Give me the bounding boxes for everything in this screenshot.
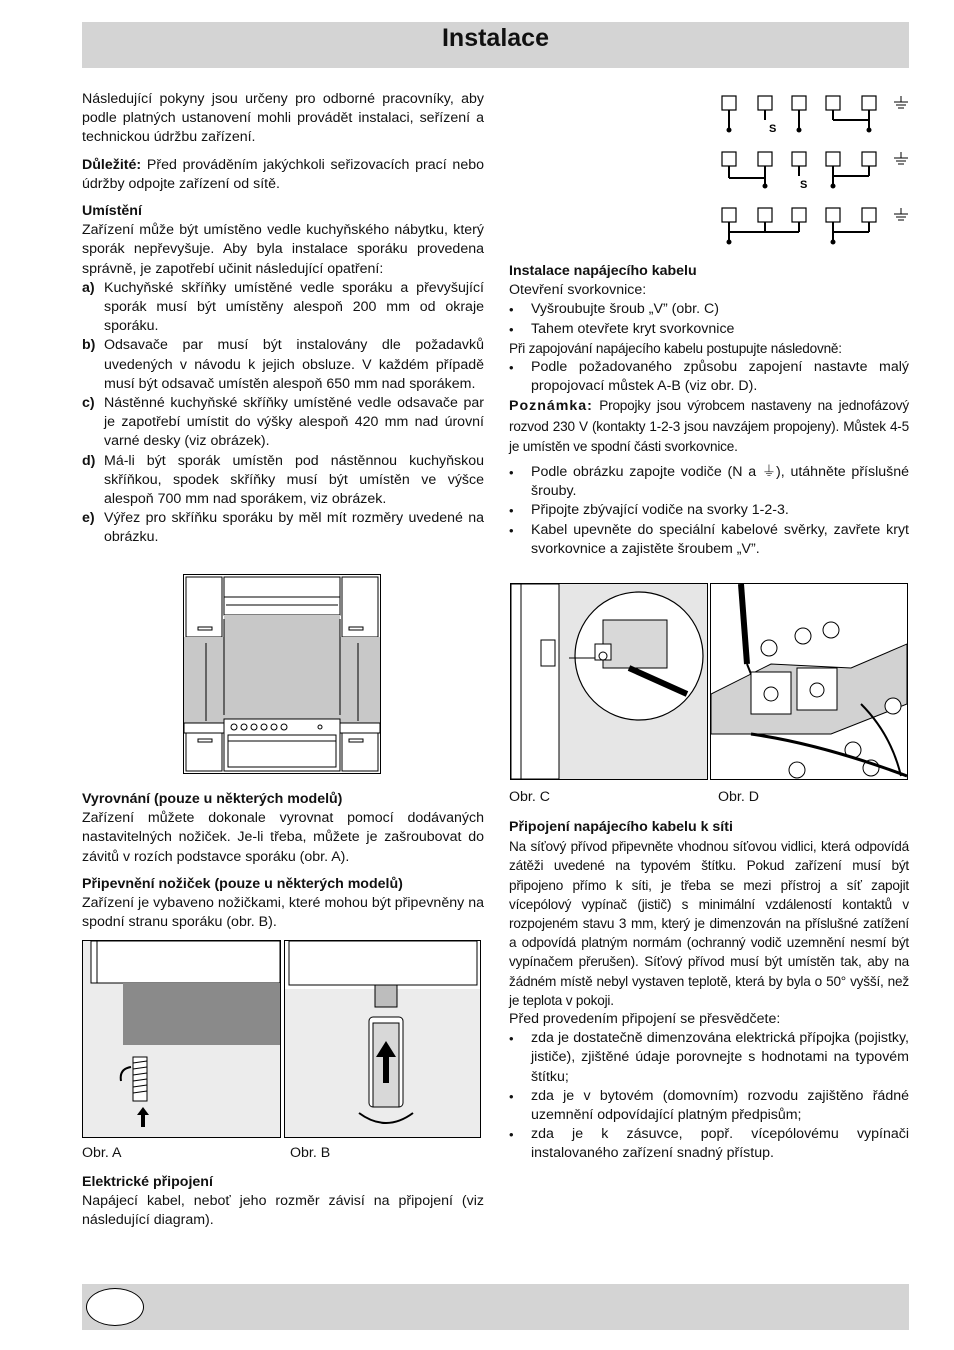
page-footer [82,1284,909,1330]
caption-c: Obr. C [509,789,550,805]
foot-attachment-diagram [285,941,480,1137]
figure-c [510,583,708,780]
list-item: e) Výřez pro skříňku sporáku by měl mít rozměry uvedené na obrázku. [82,510,484,546]
note-label: Poznámka: [509,398,593,415]
cable-heading: Instalace napájecího kabelu [509,263,697,279]
list-item: • Tahem otevřete kryt svorkovnice [509,320,735,337]
left-column [82,90,484,548]
list-item: b) Odsavače par musí být instalovány dle požadavků uvedených v návodu k jejich obsluze. V každém případě musí být odsavač umístěn alespoň 650 mm nad sporákem. [82,337,484,392]
list-item: d) Má-li být sporák umístěn pod nástěnnou kuchyňskou skříňkou, spodek skříňky musí být umístěn ve výšce alespoň 700 mm nad sporákem, viz obrázek. [82,452,484,508]
list-item: • zda je k zásuvce, popř. vícepólovému vypínači instalovaného zařízení snadný přístup. [509,1126,909,1162]
terminal-label-s: S [769,123,777,135]
figure-a [82,940,281,1138]
caption-d: Obr. D [718,789,759,805]
caption-b: Obr. B [290,1145,331,1161]
mains-text: Na síťový přívod připevněte vhodnou síťovou vidlici, která odpovídá zátěži uvedené na typovém štítku. Pokud zařízení musí být připojeno přímo k síti, je třeba se mezi přístroj a síť zapojit vícepólový vypínač (jistič) s minimální vzdáleností kontaktů v rozpojeném stavu 3 mm, který je dimenzován na příslušné zatížení a odpovídá platným normám (ochranný vodič uzemnění nesmí být vypínačem přerušen). Síťový přívod musí být umístěn tak, aby na žádném místě nebyl vystaven teplotě, která by byla o 50° vyšší, než je teplota v pokoji. [509,839,909,1008]
open-label: Otevření svorkovnice: [509,282,647,299]
page-number-oval [86,1288,144,1326]
list-item: • zda je v bytovém (domovním) rozvodu zajištěno řádné uzemnění odpovídající platným předpisům; [509,1087,909,1124]
note-paragraph [509,396,909,457]
important-text: Před prováděním jakýchkoli seřizovacích prací nebo údržby odpojte zařízení od sítě. [82,156,484,192]
terminal-wiring-diagram [712,90,912,250]
terminal-box-screw-diagram [511,584,707,779]
list-item: • Kabel upevněte do speciální kabelové svěrky, zavřete kryt svorkovnice a zajistěte šroubem „V”. [509,521,909,557]
intro-text: Následující pokyny jsou určeny pro odborné pracovníky, aby podle platných ustanovení mohli provádět instalaci, seřízení a technickou údržbu zařízení. [82,91,484,146]
kitchen-diagram [184,575,380,773]
page-header [82,22,909,68]
note-text: Propojky jsou výrobcem nastaveny na jednofázový rozvod 230 V (kontakty 1-2-3 jsou navzájem propojeny). Můstek 4-5 je umístěn ve spodní části svorkovnice. [509,398,909,454]
figure-b [284,940,481,1138]
page-title: Instalace [441,24,549,52]
mains-heading: Připojení napájecího kabelu k síti [509,819,733,835]
placement-heading: Umístění [82,203,142,220]
leveling-text: Zařízení můžete dokonale vyrovnat pomocí dodávaných nastavitelných nožiček. Je-li třeba, můžete je zašroubovat do závitů v rozích podstavce sporáku (obr. A). [82,810,484,865]
placement-text: Zařízení může být umístěno vedle kuchyňského nábytku, který sporák nepřevyšuje. Aby byla instalace sporáku provedena správně, je zapotřebí učinit následující opatření: [82,222,484,277]
list-item: • Připojte zbývající vodiče na svorky 1-2-3. [509,502,789,519]
kitchen-installation-figure [183,574,381,774]
feet-text: Zařízení je vybaveno nožičkami, které mohou být připevněny na spodní stranu sporáku (obr. B). [82,895,484,931]
list-item: a) Kuchyňské skříňky umístěné vedle sporáku a převyšující sporák musí být umístěny alespoň 200 mm od okraje sporáku. [82,279,484,335]
figure-d [710,583,908,780]
electric-text: Napájecí kabel, neboť jeho rozměr závisí na připojení (viz následující diagram). [82,1193,484,1229]
list-item: • Podle požadovaného způsobu zapojení nastavte malý propojovací můstek A-B (viz obr. D). [509,359,909,395]
list-item: • Podle obrázku zapojte vodiče (N a ⏚), utáhněte příslušné šrouby. [509,464,909,500]
important-label: Důležité: [82,156,142,173]
mains-section [509,818,909,1164]
terminal-block-diagram [711,584,907,779]
list-item: • zda je dostatečně dimenzována elektrická přípojka (pojistky, jističe), zjištěné údaje porovnejte s hodnotami na typovém štítku; [509,1030,909,1085]
terminal-label-s: S [800,179,808,191]
leveling-section [82,790,484,932]
caption-a: Obr. A [82,1145,122,1161]
electric-section [82,1173,484,1231]
important-paragraph [82,156,484,194]
leveling-heading: Vyrovnání (pouze u některých modelů) [82,791,343,807]
check-label: Před provedením připojení se přesvědčete: [509,1011,781,1028]
cable-section [509,262,909,559]
leveling-foot-diagram [83,941,280,1137]
connect-text: Při zapojování napájecího kabelu postupujte následovně: [509,340,842,356]
list-item: • Vyšroubujte šroub „V” (obr. C) [509,301,719,318]
list-item: c) Nástěnné kuchyňské skříňky umístěné vedle odsavače par je zapotřebí umístit do výšky alespoň 420 mm nad úrovní varné desky (viz obrázek). [82,395,484,450]
electric-heading: Elektrické připojení [82,1174,213,1190]
feet-heading: Připevnění nožiček (pouze u některých modelů) [82,875,403,892]
